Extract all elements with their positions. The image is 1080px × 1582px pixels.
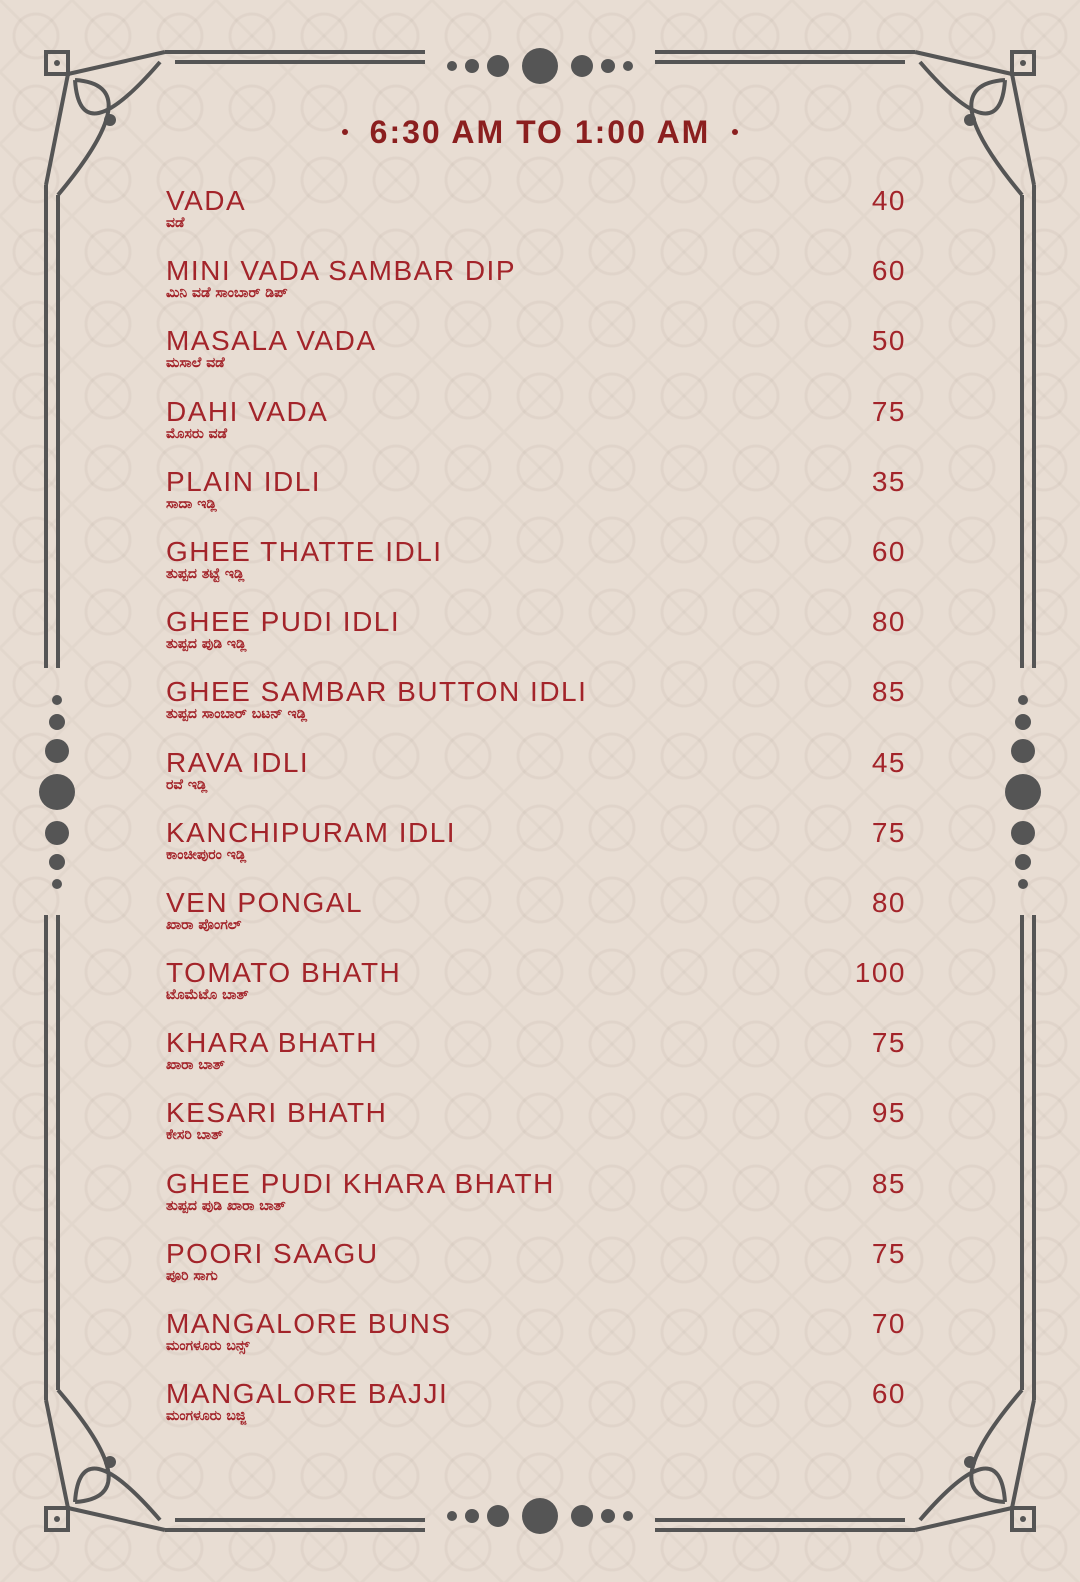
item-name-kannada: ಟೊಮೆಟೊ ಬಾತ್ [166,987,249,1004]
menu-item [166,324,906,394]
item-name-kannada: ತುಪ್ಪದ ತಟ್ಟೆ ಇಡ್ಲಿ [166,565,245,582]
item-price: 35 [871,465,906,497]
item-price: 75 [871,395,906,427]
item-name: KESARI BHATH [166,1097,388,1129]
item-name-kannada: ತುಪ್ಪದ ಪುಡಿ ಖಾರಾ ಬಾತ್ [166,1197,286,1214]
item-price: 60 [871,255,906,287]
item-name-kannada: ಸಾದಾ ಇಡ್ಲಿ [166,495,217,512]
item-price: 40 [871,185,906,216]
item-name: MASALA VADA [166,325,377,357]
menu-item [166,1096,906,1166]
menu-item [166,816,906,886]
hours-text: 6:30 AM TO 1:00 AM [369,114,711,150]
menu-item [166,956,906,1026]
menu-item [166,184,906,254]
item-price: 85 [871,1167,906,1199]
item-name-kannada: ಮಂಗಳೂರು ಬಜ್ಜಿ [166,1408,247,1425]
item-name: GHEE THATTE IDLI [166,535,443,567]
item-name-kannada: ಮಸಾಲೆ ವಡೆ [166,355,225,372]
item-name-kannada: ಮಂಗಳೂರು ಬನ್ಸ್ [166,1338,250,1354]
item-name: MANGALORE BUNS [166,1308,452,1339]
item-name: VEN PONGAL [166,886,364,918]
item-name-kannada: ಖಾರಾ ಬಾತ್ [166,1057,225,1074]
menu-item [166,605,906,675]
item-price: 85 [871,676,906,708]
item-name-kannada: ಖಾರಾ ಪೊಂಗಲ್ [166,916,242,933]
item-name: GHEE PUDI KHARA BHATH [166,1167,555,1199]
item-name-kannada: ಮೊಸರು ವಡೆ [166,425,228,442]
item-price: 70 [871,1308,906,1339]
item-price: 80 [871,606,906,638]
menu-item [166,746,906,816]
item-name-kannada: ವಡೆ [166,215,185,231]
item-name: MINI VADA SAMBAR DIP [166,255,516,287]
menu-item [166,1167,906,1237]
item-name: VADA [166,185,247,216]
menu-item [166,1237,906,1307]
item-name: DAHI VADA [166,395,329,427]
item-name-kannada: ತುಪ್ಪದ ಪುಡಿ ಇಡ್ಲಿ [166,636,247,653]
item-price: 60 [871,1378,906,1410]
item-name-kannada: ತುಪ್ಪದ ಸಾಂಬಾರ್ ಬಟನ್ ಇಡ್ಲಿ [166,706,308,723]
item-price: 45 [871,746,906,778]
item-name: MANGALORE BAJJI [166,1378,449,1410]
menu-item [166,1026,906,1096]
item-price: 50 [871,325,906,357]
menu-list [166,184,906,1447]
item-name: PLAIN IDLI [166,465,322,497]
item-name-kannada: ಮಿನಿ ವಡೆ ಸಾಂಬಾರ್ ಡಿಪ್ [166,285,288,302]
item-price: 60 [871,535,906,567]
menu-item [166,535,906,605]
item-name-kannada: ಪೂರಿ ಸಾಗು [166,1267,218,1284]
menu-item [166,254,906,324]
item-price: 80 [871,886,906,918]
menu-item [166,1377,906,1447]
menu-item [166,1307,906,1377]
item-price: 75 [871,816,906,848]
item-name: GHEE SAMBAR BUTTON IDLI [166,676,588,708]
item-price: 100 [854,957,906,989]
item-name: GHEE PUDI IDLI [166,606,401,638]
opening-hours [0,114,1080,151]
item-name-kannada: ಕಾಂಚೀಪುರಂ ಇಡ್ಲಿ [166,846,247,863]
bullet-dot-icon [732,129,738,135]
item-price: 75 [871,1027,906,1059]
item-name: POORI SAAGU [166,1237,379,1269]
item-price: 95 [871,1097,906,1129]
item-price: 75 [871,1237,906,1269]
menu-item [166,886,906,956]
menu-item [166,675,906,745]
item-name-kannada: ರವೆ ಇಡ್ಲಿ [166,776,208,793]
item-name: RAVA IDLI [166,746,310,778]
item-name: KHARA BHATH [166,1027,379,1059]
item-name: TOMATO BHATH [166,957,402,989]
item-name: KANCHIPURAM IDLI [166,816,457,848]
bullet-dot-icon [342,129,348,135]
menu-item [166,465,906,535]
item-name-kannada: ಕೇಸರಿ ಬಾತ್ [166,1127,224,1144]
menu-item [166,395,906,465]
